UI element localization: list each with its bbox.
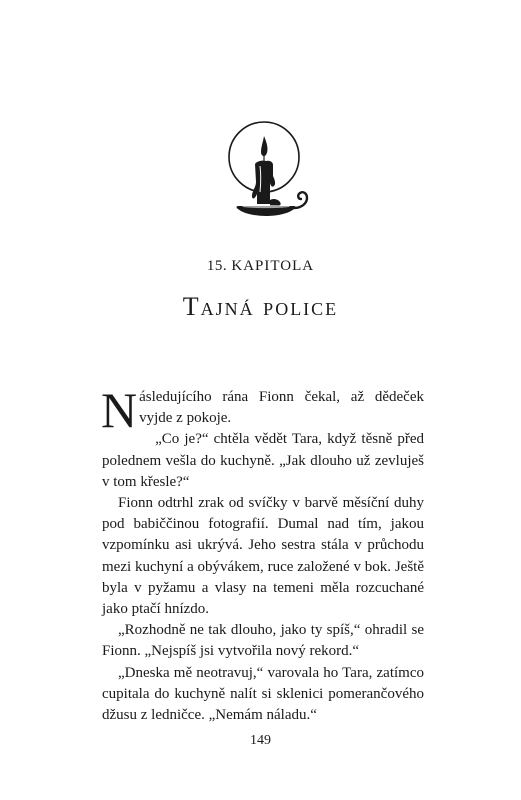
- candle-holder-handle: [294, 192, 307, 208]
- chapter-number: [0, 258, 521, 275]
- chapter-number-value: 15.: [206, 258, 228, 274]
- paragraph-3: Fionn odtrhl zrak od svíčky v barvě měsíční duhy pod babiččinou fotografií. Dumal nad tím, jakou vzpomínku asi ukrývá. Jeho sestra stála v průchodu mezi kuchyní a obývákem, ruce založené v bok. Ještě byla v pyžamu a vlasy na temeni měla rozcuchané jako ptačí hnízdo.: [102, 495, 424, 618]
- body-text: [101, 382, 424, 726]
- paragraph-1: [101, 382, 424, 438]
- page-number: 149: [250, 733, 271, 748]
- chapter-word: KAPITOLA: [231, 258, 315, 274]
- candle-in-holder-icon: [210, 96, 334, 230]
- paragraph-4: „Rozhodně ne tak dlouho, jako ty spíš,“ ohradil se Fionn. „Nejspíš jsi vytvořila nový rekord.“: [102, 622, 424, 660]
- drop-cap: N: [101, 382, 138, 438]
- paragraph-1-text: ásledujícího rána Fionn čekal, až dědeček vyjde z pokoje.: [139, 389, 424, 427]
- candle-flame: [261, 136, 267, 156]
- candle-body: [252, 161, 275, 204]
- paragraph-2: „Co je?“ chtěla vědět Tara, když těsně před polednem vešla do kuchyně. „Jak dlouho už zevluješ v tom křesle?“: [102, 431, 424, 490]
- chapter-title: Tajná police: [182, 292, 339, 321]
- paragraph-5: „Dneska mě neotravuj,“ varovala ho Tara, zatímco cupitala do kuchyně nalít si sklenici pomerančového džusu z ledničce. „Nemám náladu.“: [102, 664, 424, 724]
